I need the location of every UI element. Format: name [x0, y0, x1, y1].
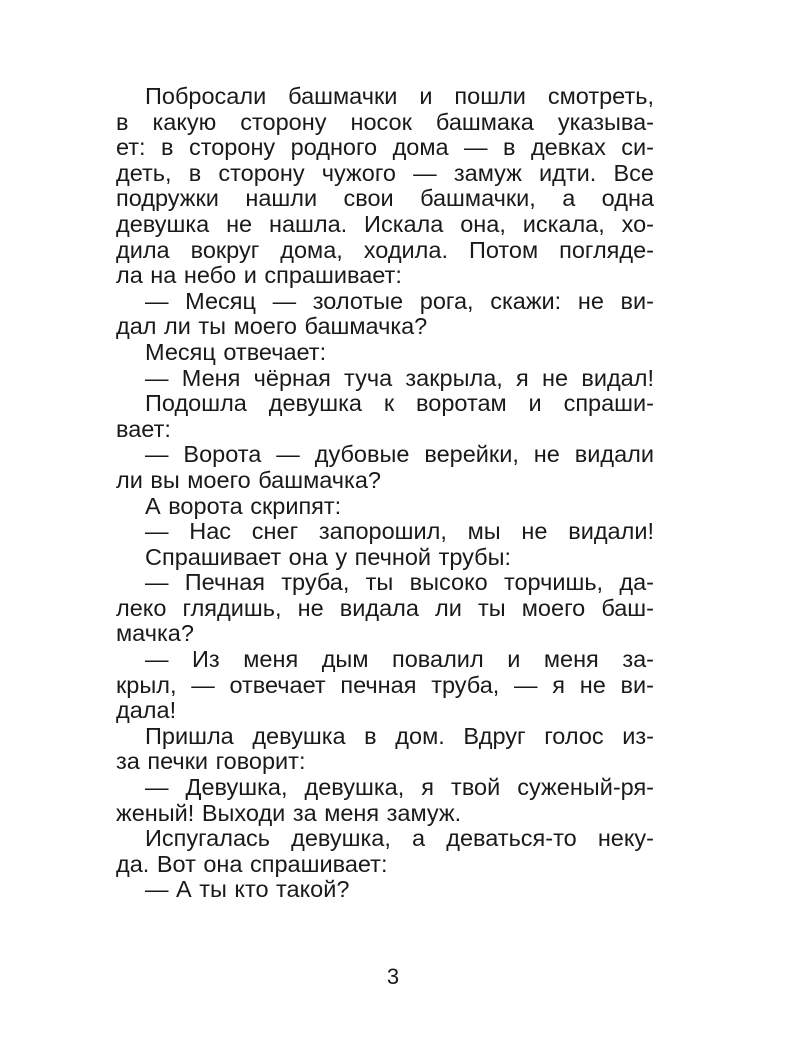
text-line: ла на небо и спрашивает:: [116, 262, 402, 289]
text-line: ет: в сторону родного дома — в девках си-: [116, 134, 654, 161]
text-line: ли вы моего башмачка?: [116, 466, 381, 493]
story-text: [116, 84, 654, 903]
text-line: девушка не нашла. Искала она, искала, хо-: [116, 210, 654, 237]
text-line: — А ты кто такой?: [145, 876, 350, 903]
text-line: женый! Выходи за меня замуж.: [116, 799, 462, 826]
text-line: леко глядишь, не видала ли ты моего баш-: [116, 594, 654, 621]
text-line: Спрашивает она у печной трубы:: [145, 543, 512, 570]
text-line: вает:: [116, 415, 171, 442]
text-line: мачка?: [116, 620, 194, 647]
text-line: — Ворота — дубовые верейки, не видали: [145, 441, 654, 468]
text-line: Подошла девушка к воротам и спраши-: [145, 390, 654, 417]
text-line: деть, в сторону чужого — замуж идти. Все: [116, 159, 654, 186]
text-line: дала!: [116, 697, 177, 724]
text-line: — Месяц — золотые рога, скажи: не ви-: [145, 287, 654, 314]
text-line: за печки говорит:: [116, 748, 306, 775]
text-line: Пришла девушка в дом. Вдруг голос из-: [145, 722, 654, 749]
text-line: да. Вот она спрашивает:: [116, 850, 388, 877]
text-line: дал ли ты моего башмачка?: [116, 313, 428, 340]
page-number: 3: [386, 964, 400, 989]
text-line: — Меня чёрная туча закрыла, я не видал!: [145, 364, 654, 391]
text-line: — Печная труба, ты высоко торчишь, да-: [145, 569, 654, 596]
text-line: в какую сторону носок башмака указыва-: [116, 108, 654, 135]
text-line: — Девушка, девушка, я твой суженый-ря-: [145, 774, 654, 801]
text-line: дила вокруг дома, ходила. Потом погляде-: [116, 236, 654, 263]
text-line: — Из меня дым повалил и меня за-: [145, 646, 654, 673]
text-line: Испугалась девушка, а деваться-то неку-: [145, 825, 654, 852]
text-line: подружки нашли свои башмачки, а одна: [116, 185, 654, 212]
text-line: — Нас снег запорошил, мы не видали!: [145, 518, 654, 545]
text-line: крыл, — отвечает печная труба, — я не ви-: [116, 671, 654, 698]
text-line: Месяц отвечает:: [145, 338, 327, 365]
text-line: А ворота скрипят:: [145, 492, 342, 519]
text-line: Побросали башмачки и пошли смотреть,: [145, 83, 654, 109]
